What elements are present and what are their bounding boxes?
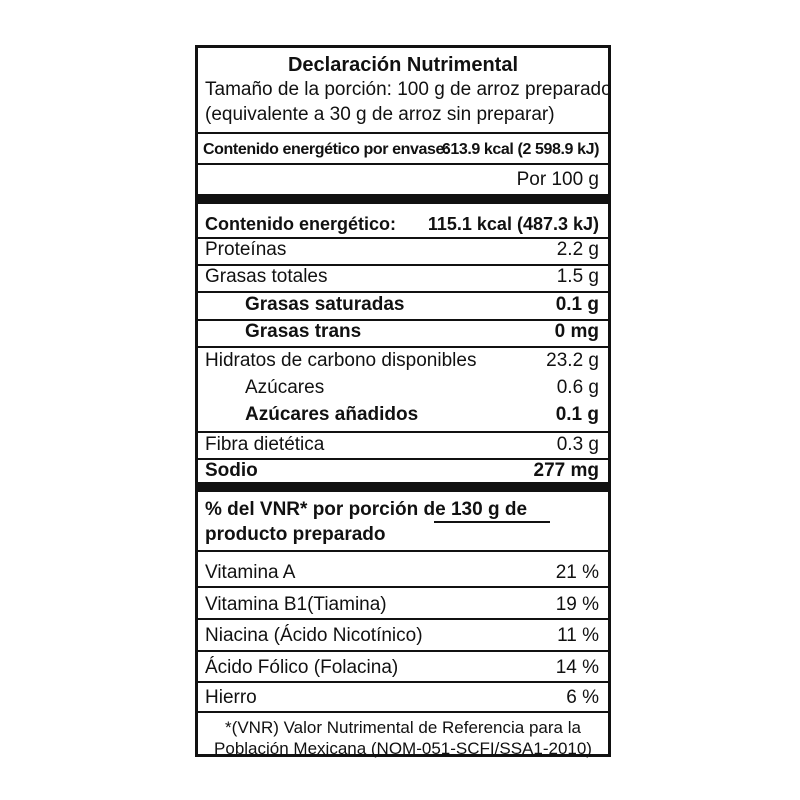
- vnr-header-line2: producto preparado: [205, 524, 386, 545]
- nutrient-name: Hidratos de carbono disponibles: [205, 350, 477, 371]
- thick-divider: [198, 482, 608, 492]
- nutrient-value: 115.1 kcal (487.3 kJ): [427, 214, 599, 234]
- serving-size-line2: (equivalente a 30 g de arroz sin preparar): [205, 104, 555, 125]
- nutrient-name: Grasas totales: [205, 266, 328, 287]
- nutrient-value: 2.2 g: [556, 239, 599, 260]
- nutrient-value: 0.1 g: [555, 294, 599, 315]
- divider: [198, 163, 608, 165]
- divider: [198, 346, 608, 348]
- vnr-name: Hierro: [205, 687, 257, 708]
- nutrient-value: 0.3 g: [556, 434, 599, 455]
- vnr-value: 14 %: [555, 657, 599, 678]
- label-title: Declaración Nutrimental: [287, 54, 519, 76]
- vnr-value: 6 %: [566, 687, 599, 708]
- vnr-name: Ácido Fólico (Folacina): [205, 657, 399, 678]
- nutrient-value: 277 mg: [533, 460, 599, 481]
- thick-divider: [198, 194, 608, 204]
- nutrient-name: Proteínas: [205, 239, 287, 260]
- vnr-value: 21 %: [555, 562, 599, 583]
- vnr-name: Vitamina B1(Tiamina): [205, 594, 387, 615]
- divider: [198, 291, 608, 293]
- energy-per-pack-label: Contenido energético por envase:: [203, 141, 449, 158]
- nutrient-value: 0.6 g: [556, 377, 599, 398]
- nutrient-value: 0 mg: [554, 321, 599, 342]
- divider: [198, 650, 608, 652]
- serving-size-line1: Tamaño de la porción: 100 g de arroz preparado: [205, 79, 612, 100]
- nutrient-value: 23.2 g: [546, 350, 599, 371]
- nutrient-name: Contenido energético:: [205, 214, 397, 234]
- footnote-line2: Población Mexicana (NOM-051-SCFI/SSA1-2010): [214, 739, 592, 758]
- nutrient-name: Fibra dietética: [205, 434, 325, 455]
- underline: [434, 521, 550, 523]
- nutrient-name: Grasas saturadas: [245, 294, 405, 315]
- divider: [198, 711, 608, 713]
- nutrient-name: Sodio: [205, 460, 258, 481]
- nutrient-name: Azúcares añadidos: [245, 404, 419, 425]
- footnote-line1: *(VNR) Valor Nutrimental de Referencia para la: [225, 718, 581, 737]
- vnr-value: 11 %: [557, 625, 599, 646]
- vnr-name: Niacina (Ácido Nicotínico): [205, 625, 423, 646]
- energy-per-pack-value: 613.9 kcal (2 598.9 kJ): [441, 141, 599, 158]
- nutrient-value: 0.1 g: [555, 404, 599, 425]
- divider: [198, 132, 608, 134]
- per-100g-label: Por 100 g: [516, 169, 599, 190]
- nutrient-name: Grasas trans: [245, 321, 362, 342]
- divider: [198, 550, 608, 552]
- nutrition-facts-label: [195, 45, 611, 757]
- nutrient-value: 1.5 g: [556, 266, 599, 287]
- vnr-header-line1: % del VNR* por porción de 130 g de: [205, 499, 528, 520]
- vnr-value: 19 %: [555, 594, 599, 615]
- divider: [198, 618, 608, 620]
- divider: [198, 586, 608, 588]
- divider: [198, 681, 608, 683]
- nutrient-name: Azúcares: [245, 377, 325, 398]
- divider: [198, 431, 608, 433]
- vnr-name: Vitamina A: [205, 562, 296, 583]
